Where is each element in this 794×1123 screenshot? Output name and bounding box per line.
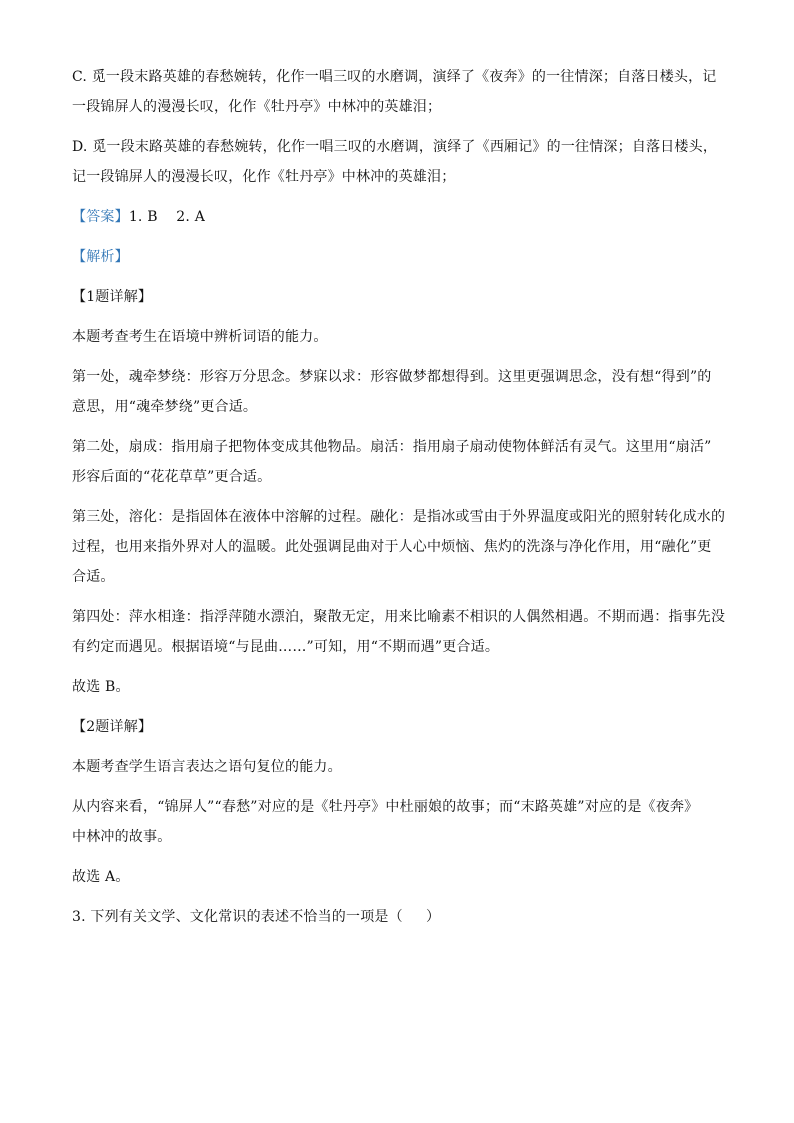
q2-intro: 本题考查学生语言表达之语句复位的能力。 — [72, 759, 342, 775]
analysis-label: 【解析】 — [72, 249, 129, 265]
q1-para2-line1: 第二处，扇成：指用扇子把物体变成其他物品。扇活：指用扇子扇动使物体鲜活有灵气。这里用“扇活” — [72, 439, 712, 455]
q2-detail-label: 【2题详解】 — [72, 719, 153, 735]
q2-para1-line1: 从内容来看，“锦屏人”“春愁”对应的是《牡丹亭》中杜丽娘的故事；而“末路英雄”对应的是《夜奔》 — [72, 799, 699, 815]
option-d-line-1: D. 觅一段末路英雄的春愁婉转，化作一唱三叹的水磨调，演绎了《西厢记》的一往情深；自落日楼头， — [72, 139, 718, 155]
q2-conclusion: 故选 A。 — [72, 869, 130, 885]
q1-para2-line2: 形容后面的“花花草草”更合适。 — [72, 469, 272, 485]
answer-label: 【答案】 — [72, 209, 129, 225]
q1-para3-line1: 第三处，溶化：是指固体在液体中溶解的过程。融化：是指冰或雪由于外界温度或阳光的照射转化成水的 — [72, 509, 726, 525]
q1-para3-line2: 过程，也用来指外界对人的温暖。此处强调昆曲对于人心中烦恼、焦灼的洗涤与净化作用，用“融化”更 — [72, 539, 712, 555]
q1-conclusion: 故选 B。 — [72, 679, 130, 695]
q1-para4-line2: 有约定而遇见。根据语境“与昆曲……”可知，用“不期而遇”更合适。 — [72, 639, 500, 655]
answer-row — [72, 202, 722, 232]
option-d-line-2: 记一段锦屏人的漫漫长叹，化作《牡丹亭》中林冲的英雄泪； — [72, 169, 456, 185]
q1-intro: 本题考查考生在语境中辨析词语的能力。 — [72, 329, 328, 345]
option-c-line-1: C. 觅一段末路英雄的春愁婉转，化作一唱三叹的水磨调，演绎了《夜奔》的一往情深；自落日楼头，记 — [72, 69, 717, 85]
q1-para1-line1: 第一处，魂牵梦绕：形容万分思念。梦寐以求：形容做梦都想得到。这里更强调思念，没有想“得到”的 — [72, 369, 712, 385]
answer-text: 1. B 2. A — [128, 209, 206, 225]
q1-para4-line1: 第四处：萍水相逢：指浮萍随水漂泊，聚散无定，用来比喻素不相识的人偶然相遇。不期而遇：指事先没 — [72, 609, 726, 625]
q1-detail-label: 【1题详解】 — [72, 289, 153, 305]
option-c-line-2: 一段锦屏人的漫漫长叹，化作《牡丹亭》中林冲的英雄泪； — [72, 99, 442, 115]
document-page — [72, 62, 726, 932]
question-3: 3. 下列有关文学、文化常识的表述不恰当的一项是（ ） — [72, 909, 441, 925]
q1-para3-line3: 合适。 — [72, 569, 115, 585]
q2-para1-line2: 中林冲的故事。 — [72, 829, 172, 845]
q1-para1-line2: 意思，用“魂牵梦绕”更合适。 — [72, 399, 258, 415]
